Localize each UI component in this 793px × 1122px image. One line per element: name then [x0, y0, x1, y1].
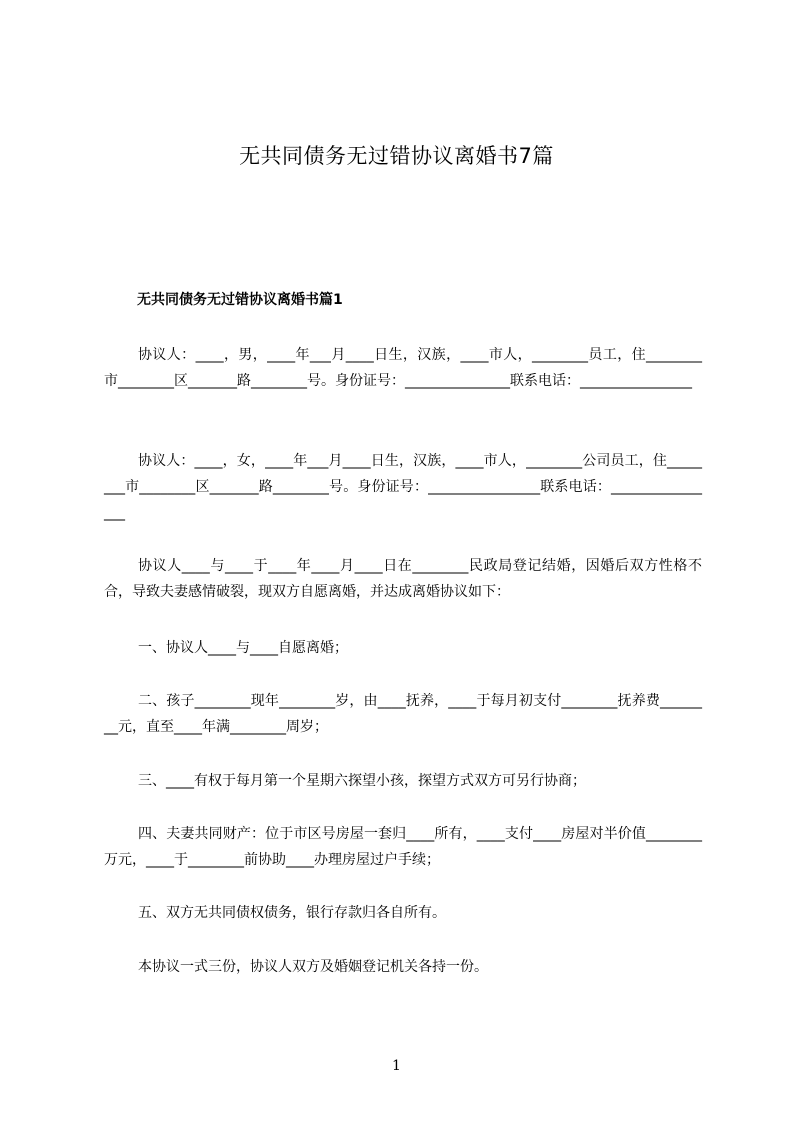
marriage-background-paragraph: 协议人____与____于____年____月____日在________民政局登记结婚，因婚后双方性格不合，导致夫妻感情破裂，现双方自愿离婚，并达成离婚协议如下： [104, 558, 702, 600]
party-one-paragraph: 协议人：____，男，____年___月____日生，汉族，____市人，________员工，住________市________区_______路________号。身份证号：_______________联系电话：________________ [104, 347, 702, 389]
clause-three-paragraph: 三、____有权于每月第一个星期六探望小孩，探望方式双方可另行协商； [138, 773, 586, 789]
clause-four-paragraph: 四、夫妻共同财产：位于市区号房屋一套归____所有，____支付____房屋对半价值________万元，____于________前协助____办理房屋过户手续； [104, 826, 702, 868]
section-heading: 无共同债务无过错协议离婚书篇1 [137, 292, 343, 308]
page-number: 1 [392, 1058, 401, 1074]
party-two-paragraph: 协议人：____，女，____年___月____日生，汉族，____市人，________公司员工，住________市________区_______路________号。身份证号：________________联系电话：________________ [104, 453, 702, 521]
document-title: 无共同债务无过错协议离婚书7篇 [239, 144, 554, 168]
clause-five-paragraph: 五、双方无共同债权债务，银行存款归各自所有。 [138, 905, 446, 921]
clause-one-paragraph: 一、协议人____与____自愿离婚； [138, 640, 348, 656]
clause-two-paragraph: 二、孩子________现年________岁，由____抚养，____于每月初支付________抚养费________元，直至____年满________周岁； [104, 693, 702, 735]
copies-statement-paragraph: 本协议一式三份，协议人双方及婚姻登记机关各持一份。 [138, 959, 488, 975]
